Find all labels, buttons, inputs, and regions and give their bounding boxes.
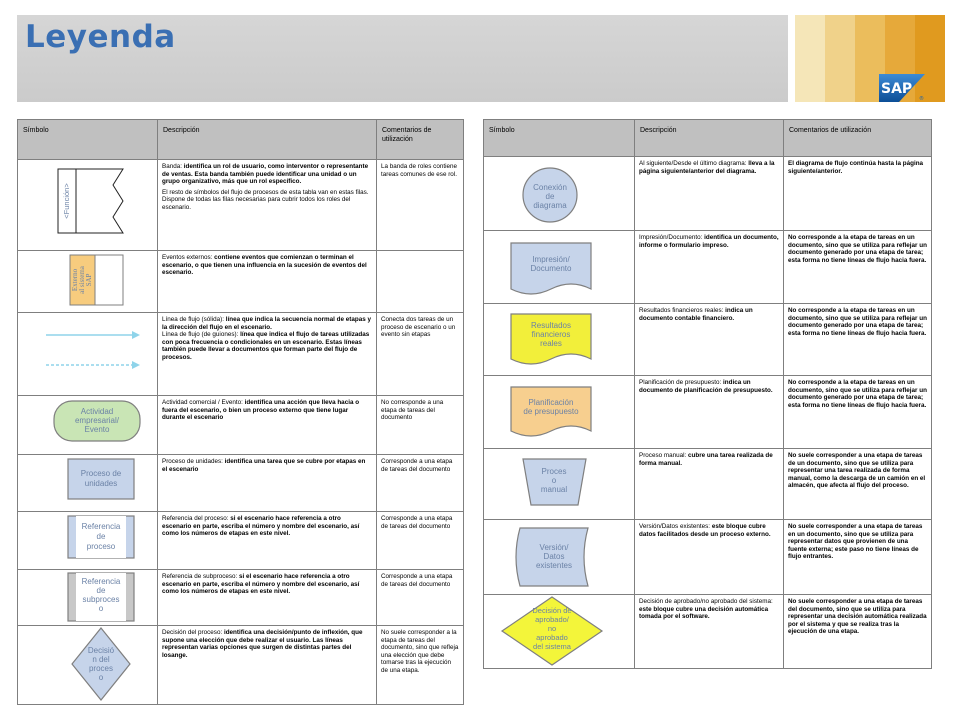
legend-table-left — [17, 119, 464, 705]
description-cell: Decisión del proceso: identifica una decisión/punto de inflexión, que supone una elección que debe realizar el usuario. Las líneas representan varias opciones que surgen de distintas partes del losange. — [158, 626, 377, 705]
comment-cell: No corresponde a una etapa de tareas del documento — [377, 396, 464, 455]
comment-cell: Corresponde a una etapa de tareas del documento — [377, 512, 464, 570]
symbol-cell — [18, 570, 158, 626]
comment-cell: No suele corresponder a la etapa de tareas del documento, sino que refleja una elección que debe tomarse tras la ejecución de una etapa. — [377, 626, 464, 705]
manual-process-symbol — [484, 449, 635, 520]
svg-text:Referencia: Referencia — [81, 577, 121, 586]
svg-text:existentes: existentes — [535, 561, 573, 570]
process-decision-symbol — [18, 626, 158, 705]
svg-text:del sistema: del sistema — [533, 642, 571, 651]
svg-text:proces: proces — [88, 664, 114, 673]
symbol-cell — [18, 455, 158, 512]
table-row — [484, 595, 932, 669]
svg-text:de presupuesto: de presupuesto — [523, 407, 579, 416]
table-row — [18, 251, 464, 313]
description-cell: Banda: identifica un rol de usuario, como interventor o representante de ventas. Esta banda también puede identificar una unidad o un grupo organizativo, más que un rol específico. El resto de símbolos del flujo de procesos de esta tabla van en estas filas. Dispone de todas las filas necesarias para cubrir todos los roles del escenario. — [158, 160, 377, 251]
subprocess-reference-symbol — [18, 570, 158, 626]
svg-text:no: no — [547, 624, 557, 633]
svg-text:Versión/: Versión/ — [539, 543, 569, 552]
svg-text:Decisión de: Decisión de — [532, 606, 572, 615]
flow-lines-symbol — [18, 313, 158, 396]
svg-text:o: o — [98, 673, 104, 682]
svg-text:Planificación: Planificación — [528, 398, 574, 407]
external-event-symbol — [18, 251, 158, 313]
symbol-cell — [484, 449, 635, 520]
description-cell: Referencia de subproceso: si el escenario hace referencia a otro escenario en parte, escriba el número y nombre del escenario, así como los números de etapas en este nivel. — [158, 570, 377, 626]
column-header-symbol: Símbolo — [484, 120, 635, 157]
comment-cell: No corresponde a la etapa de tareas en un documento, sino que se utiliza para reflejar un documento generado por una etapa de tarea; esta forma no tiene líneas de flujo hacia fuera. — [784, 231, 932, 304]
comment-cell: Conecta dos tareas de un proceso de escenario o un evento sin etapas — [377, 313, 464, 396]
description-cell: Planificación de presupuesto: indica un documento de planificación de presupuesto. — [635, 376, 784, 449]
svg-text:manual: manual — [540, 485, 568, 494]
symbol-cell — [484, 376, 635, 449]
description-cell: Eventos externos: contiene eventos que comienzan o terminan el escenario, o que tienen una influencia en la sucesión de eventos del escenario. — [158, 251, 377, 313]
column-header-symbol: Símbolo — [18, 120, 158, 160]
svg-text:reales: reales — [540, 339, 562, 348]
svg-text:aprobado/: aprobado/ — [535, 615, 569, 624]
svg-text:Resultados: Resultados — [530, 321, 572, 330]
description-cell: Al siguiente/Desde el último diagrama: lleva a la página siguiente/anterior del diagrama. — [635, 157, 784, 231]
svg-text:diagrama: diagrama — [533, 201, 567, 210]
table-row — [484, 231, 932, 304]
svg-text:®: ® — [919, 96, 924, 102]
comment-cell: El diagrama de flujo continúa hasta la página siguiente/anterior. — [784, 157, 932, 231]
table-row — [484, 449, 932, 520]
table-row — [18, 626, 464, 705]
legend-table-right — [483, 119, 932, 669]
table-row — [18, 313, 464, 396]
comment-cell: No suele corresponder a una etapa de tareas en un documento, sino que se utiliza para representar datos que provienen de una fuente externa; este paso no tiene líneas de flujo entrantes. — [784, 520, 932, 595]
svg-text:financieros: financieros — [531, 330, 571, 339]
svg-text:SAP: SAP — [85, 273, 93, 287]
comment-cell: No corresponde a la etapa de tareas en un documento, sino que se utiliza para reflejar un documento generado por una etapa de tarea; esta forma no tiene líneas de flujo hacia fuera. — [784, 304, 932, 376]
svg-text:Referencia: Referencia — [81, 522, 121, 531]
svg-text:de: de — [96, 586, 106, 595]
svg-text:Evento: Evento — [84, 425, 110, 434]
description-cell: Referencia del proceso: si el escenario hace referencia a otro escenario en parte, escriba el número y nombre del escenario, así como los números de etapas en este nivel. — [158, 512, 377, 570]
svg-text:de: de — [96, 532, 106, 541]
comment-cell: Corresponde a una etapa de tareas del documento — [377, 455, 464, 512]
svg-text:Datos: Datos — [543, 552, 565, 561]
description-cell: Proceso manual: cubre una tarea realizada de forma manual. — [635, 449, 784, 520]
diagram-connection-symbol — [484, 157, 635, 231]
comment-cell: Corresponde a una etapa de tareas del documento — [377, 570, 464, 626]
symbol-cell — [18, 313, 158, 396]
table-row — [18, 396, 464, 455]
svg-text:o: o — [551, 476, 557, 485]
title-banner — [17, 15, 788, 102]
svg-text:unidades: unidades — [84, 479, 118, 488]
band-symbol — [18, 160, 158, 251]
description-cell: Impresión/Documento: identifica un documento, informe o formulario impreso. — [635, 231, 784, 304]
comment-cell: La banda de roles contiene tareas comunes de ese rol. — [377, 160, 464, 251]
description-cell: Versión/Datos existentes: este bloque cubre datos facilitados desde un proceso externo. — [635, 520, 784, 595]
comment-cell: No suele corresponder a una etapa de tareas del documento, sino que se utiliza para representar una decisión automática realizada por el sistema y que se realiza tras la ejecución de una etapa. — [784, 595, 932, 669]
table-row — [18, 160, 464, 251]
print-document-symbol — [484, 231, 635, 304]
symbol-cell — [484, 520, 635, 595]
svg-text:Proces: Proces — [541, 467, 567, 476]
svg-text:Impresión/: Impresión/ — [532, 255, 570, 264]
table-row — [18, 455, 464, 512]
table-row — [484, 520, 932, 595]
system-approval-decision-symbol — [484, 595, 635, 669]
svg-text:proceso: proceso — [86, 542, 116, 551]
comment-cell: No corresponde a la etapa de tareas en un documento, sino que se utiliza para reflejar un documento generado por una etapa de tarea; esta forma no tiene líneas de flujo hacia fuera. — [784, 376, 932, 449]
svg-text:Conexión: Conexión — [533, 183, 567, 192]
symbol-cell — [484, 595, 635, 669]
column-header-description: Descripción — [635, 120, 784, 157]
sap-logo — [879, 74, 925, 102]
financial-results-symbol — [484, 304, 635, 376]
table-row — [484, 304, 932, 376]
svg-text:o: o — [98, 604, 104, 613]
symbol-cell — [18, 626, 158, 705]
page-title: Leyenda — [25, 19, 176, 55]
table-row — [484, 157, 932, 231]
process-reference-symbol — [18, 512, 158, 570]
table-row — [484, 376, 932, 449]
budget-planning-symbol — [484, 376, 635, 449]
symbol-cell — [484, 231, 635, 304]
symbol-cell — [484, 304, 635, 376]
description-cell: Línea de flujo (sólida): línea que indica la secuencia normal de etapas y la dirección del flujo en el escenario. Línea de flujo (de guiones): línea que indica el flujo de tareas utilizadas con poca frecuencia o condicionales en un escenario. Estas líneas también puede llevar a documentos que forman parte del flujo de procesos. — [158, 313, 377, 396]
symbol-cell — [18, 160, 158, 251]
svg-text:de: de — [545, 192, 555, 201]
symbol-cell — [484, 157, 635, 231]
svg-text:Actividad: Actividad — [80, 407, 114, 416]
svg-text:<Función>: <Función> — [62, 183, 71, 219]
svg-text:subproces: subproces — [82, 595, 120, 604]
svg-text:Documento: Documento — [530, 264, 572, 273]
description-cell: Proceso de unidades: identifica una tarea que se cubre por etapas en el escenario — [158, 455, 377, 512]
description-cell: Resultados financieros reales: indica un documento contable financiero. — [635, 304, 784, 376]
column-header-description: Descripción — [158, 120, 377, 160]
table-row — [18, 570, 464, 626]
table-row — [18, 512, 464, 570]
svg-text:Decisió: Decisió — [87, 646, 115, 655]
column-header-comments: Comentarios de utilización — [784, 120, 932, 157]
description-cell: Decisión de aprobado/no aprobado del sistema: este bloque cubre una decisión automática tomada por el software. — [635, 595, 784, 669]
svg-text:aprobado: aprobado — [536, 633, 568, 642]
svg-text:Externo: Externo — [71, 268, 79, 292]
symbol-cell — [18, 512, 158, 570]
svg-text:n del: n del — [92, 655, 110, 664]
svg-text:empresarial/: empresarial/ — [74, 416, 120, 425]
symbol-cell — [18, 251, 158, 313]
business-activity-symbol — [18, 396, 158, 455]
unit-process-symbol — [18, 455, 158, 512]
column-header-comments: Comentarios de utilización — [377, 120, 464, 160]
svg-text:Proceso de: Proceso de — [80, 469, 122, 478]
description-cell: Actividad comercial / Evento: identifica una acción que lleva hacia o fuera del escenario, o bien un proceso externo que tiene lugar durante el escenario — [158, 396, 377, 455]
symbol-cell — [18, 396, 158, 455]
sap-logo-text: SAP — [881, 81, 913, 97]
svg-text:al sistema: al sistema — [78, 266, 86, 294]
existing-data-symbol — [484, 520, 635, 595]
comment-cell: No suele corresponder a una etapa de tareas de un documento, sino que se utiliza para representar una tarea realizada de forma manual, como la descarga de un camión en el almacén, que afecta al flujo del proceso. — [784, 449, 932, 520]
comment-cell — [377, 251, 464, 313]
